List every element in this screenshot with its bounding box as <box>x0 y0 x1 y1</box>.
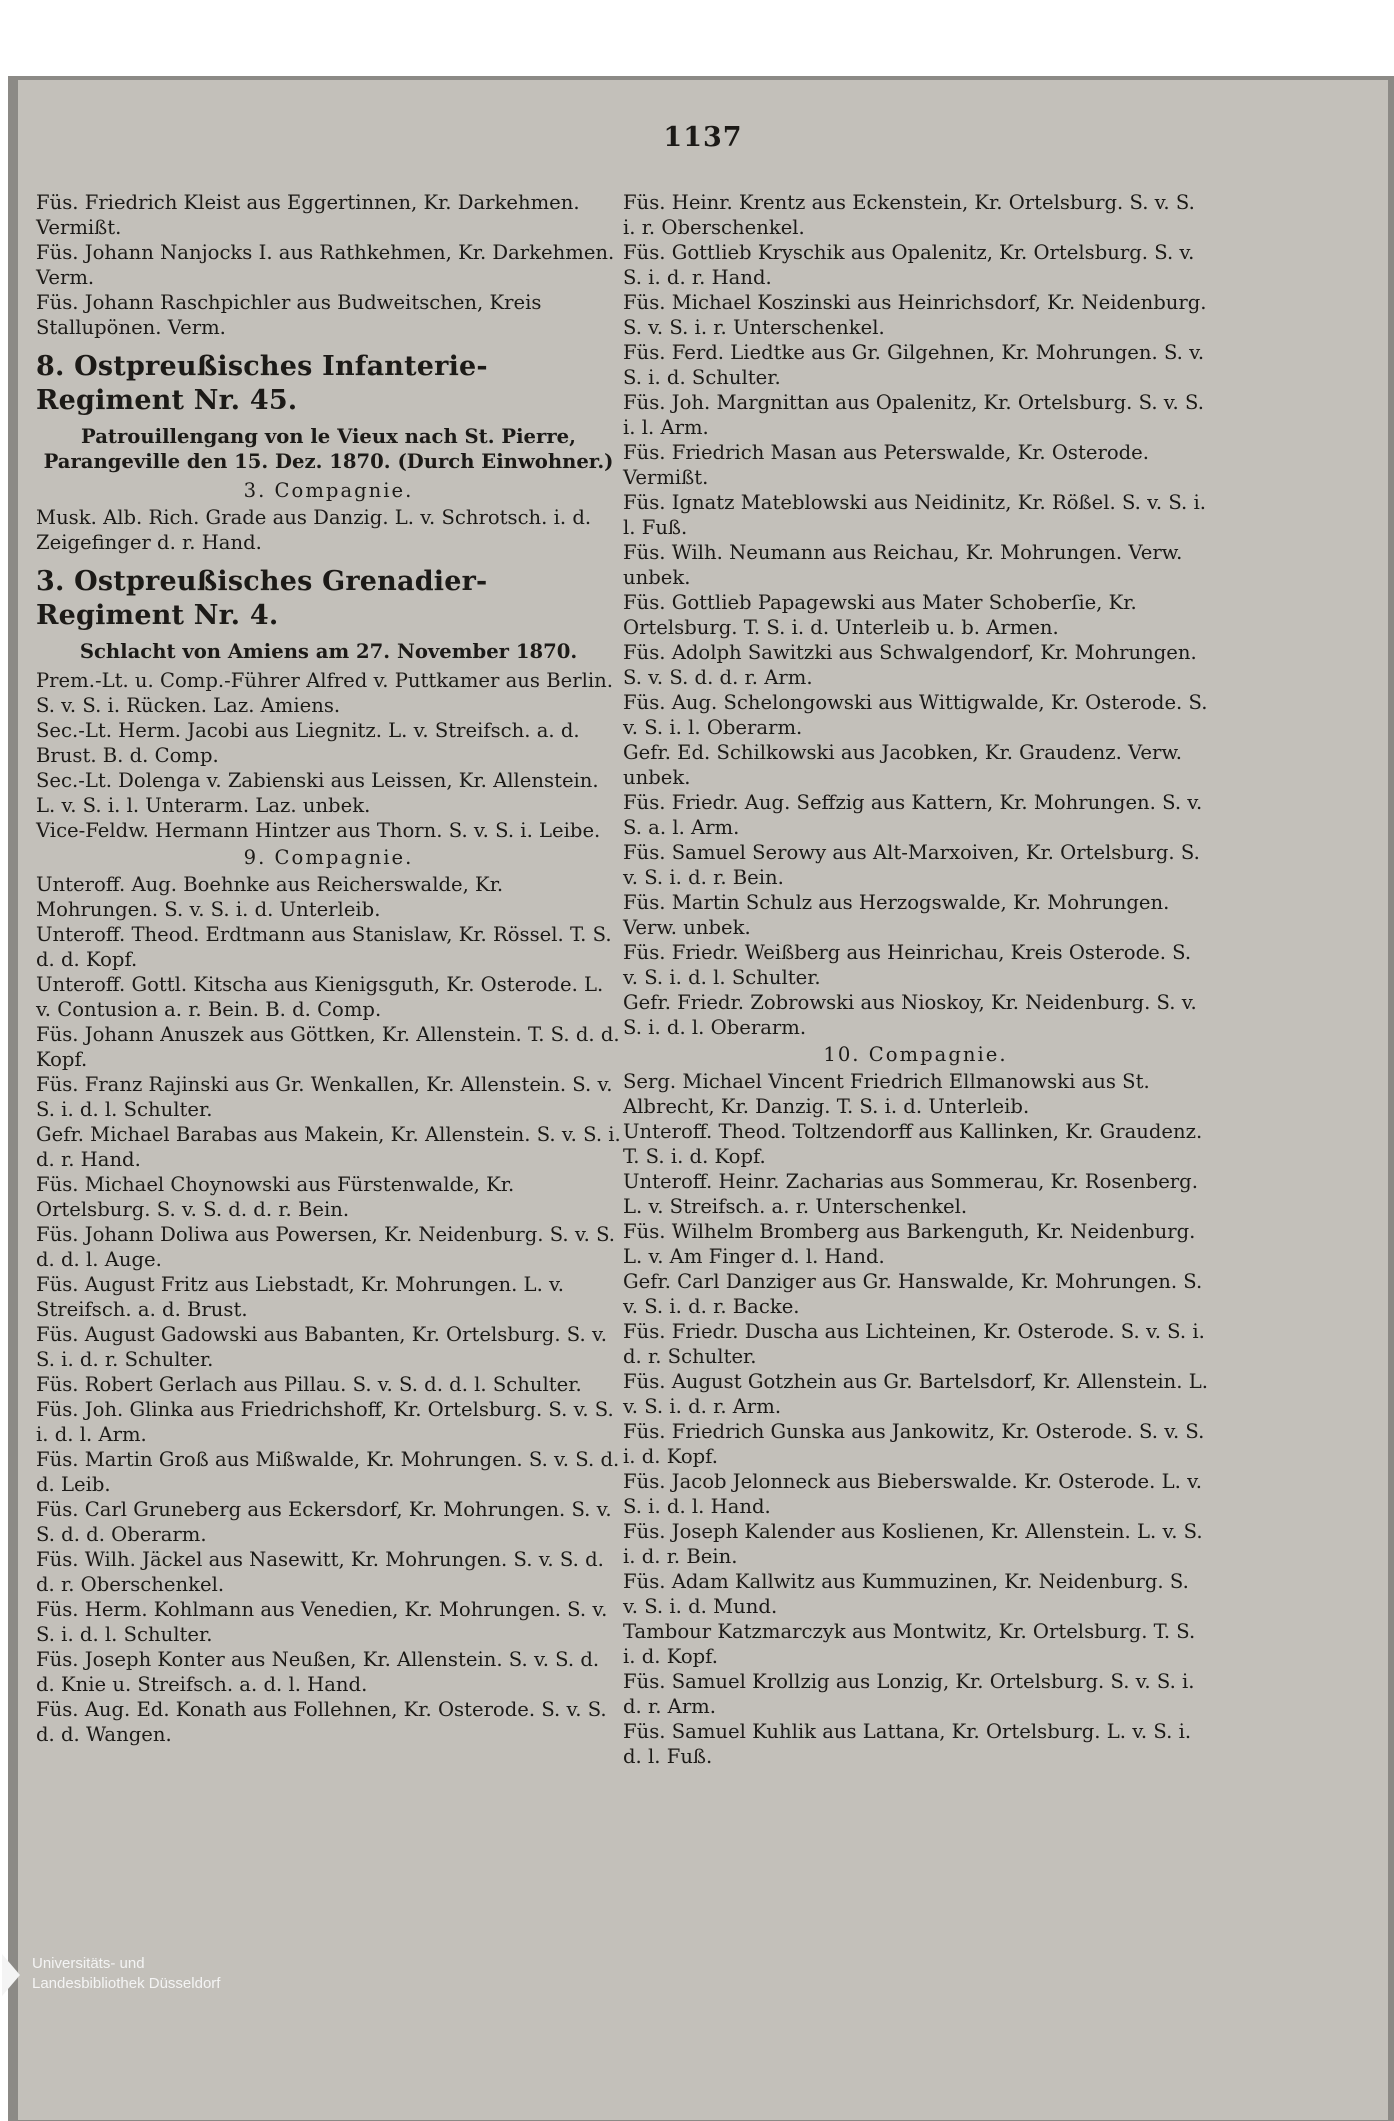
casualty-entry: Gefr. Carl Danziger aus Gr. Hanswalde, Kr. Mohrungen. S. v. S. i. d. r. Backe. <box>623 1270 1203 1318</box>
casualty-entry: Füs. Friedrich Gunska aus Jankowitz, Kr. Osterode. S. v. S. i. d. Kopf. <box>623 1420 1205 1468</box>
casualty-entry: Füs. August Gadowski aus Babanten, Kr. Ortelsburg. S. v. S. i. d. r. Schulter. <box>36 1323 607 1371</box>
casualty-entry: Unteroff. Heinr. Zacharias aus Sommerau, Kr. Rosenberg. L. v. Streifsch. a. r. Unterschenkel. <box>623 1170 1198 1218</box>
left-column <box>36 190 621 1747</box>
library-logo-icon <box>0 1952 22 1998</box>
casualty-entry: Füs. Johann Nanjocks I. aus Rathkehmen, Kr. Darkehmen. Verm. <box>36 241 615 289</box>
casualty-entry: Füs. Ignatz Mateblowski aus Neidinitz, Kr. Rößel. S. v. S. i. l. Fuß. <box>623 491 1207 539</box>
page-number: 1137 <box>663 122 743 153</box>
casualty-entry: Sec.-Lt. Herm. Jacobi aus Liegnitz. L. v. Streifsch. a. d. Brust. B. d. Comp. <box>36 719 580 767</box>
casualty-entry: Füs. Gottlieb Papagewski aus Mater Schoberſie, Kr. Ortelsburg. T. S. i. d. Unterleib u. b. Armen. <box>623 591 1137 639</box>
casualty-entry: Füs. August Fritz aus Liebstadt, Kr. Mohrungen. L. v. Streifsch. a. d. Brust. <box>36 1273 564 1321</box>
casualty-entry: Füs. Friedr. Weißberg aus Heinrichau, Kreis Osterode. S. v. S. i. d. l. Schulter. <box>623 941 1192 989</box>
battle-heading: Patrouillengang von le Vieux nach St. Pierre, Parangeville den 15. Dez. 1870. (Durch Einwohner.) <box>43 425 614 473</box>
library-logo-line1: Universitäts- und <box>32 1955 145 1972</box>
library-logo-text <box>32 1954 220 1994</box>
casualty-entry: Füs. Jacob Jelonneck aus Bieberswalde. Kr. Osterode. L. v. S. i. d. l. Hand. <box>623 1470 1203 1518</box>
casualty-entry: Füs. Aug. Schelongowski aus Wittigwalde, Kr. Osterode. S. v. S. i. l. Oberarm. <box>623 691 1208 739</box>
regiment-heading: 3. Ostpreußisches Grenadier-Regiment Nr. 4. <box>36 566 488 631</box>
casualty-entry: Füs. Martin Groß aus Mißwalde, Kr. Mohrungen. S. v. S. d. d. Leib. <box>36 1448 620 1496</box>
casualty-entry: Füs. Michael Choynowski aus Fürstenwalde, Kr. Ortelsburg. S. v. S. d. d. r. Bein. <box>36 1173 515 1221</box>
casualty-entry: Füs. Heinr. Krentz aus Eckenstein, Kr. Ortelsburg. S. v. S. i. r. Oberschenkel. <box>623 191 1195 239</box>
right-column <box>623 190 1208 1769</box>
company-heading: 3. Compagnie. <box>243 479 414 502</box>
casualty-entry: Füs. Adolph Sawitzki aus Schwalgendorf, Kr. Mohrungen. S. v. S. d. d. r. Arm. <box>623 641 1197 689</box>
casualty-entry: Tambour Katzmarczyk aus Montwitz, Kr. Ortelsburg. T. S. i. d. Kopf. <box>623 1620 1196 1668</box>
battle-heading: Schlacht von Amiens am 27. November 1870. <box>79 640 578 663</box>
casualty-entry: Füs. Gottlieb Kryschik aus Opalenitz, Kr. Ortelsburg. S. v. S. i. d. r. Hand. <box>623 241 1195 289</box>
casualty-entry: Füs. August Gotzhein aus Gr. Bartelsdorf, Kr. Allenstein. L. v. S. i. d. r. Arm. <box>623 1370 1208 1418</box>
regiment-heading: 8. Ostpreußisches Infanterie-Regiment Nr. 45. <box>36 351 488 416</box>
company-heading: 10. Compagnie. <box>823 1043 1008 1066</box>
page-paper <box>18 80 1388 2120</box>
casualty-entry: Musk. Alb. Rich. Grade aus Danzig. L. v. Schrotsch. i. d. Zeigefinger d. r. Hand. <box>36 506 592 554</box>
casualty-entry: Gefr. Michael Barabas aus Makein, Kr. Allenstein. S. v. S. i. d. r. Hand. <box>36 1123 621 1171</box>
casualty-entry: Serg. Michael Vincent Friedrich Ellmanowski aus St. Albrecht, Kr. Danzig. T. S. i. d. Unterleib. <box>623 1070 1150 1118</box>
casualty-entry: Füs. Joh. Glinka aus Friedrichshoff, Kr. Ortelsburg. S. v. S. i. d. l. Arm. <box>36 1398 614 1446</box>
casualty-entry: Füs. Joseph Konter aus Neußen, Kr. Allenstein. S. v. S. d. d. Knie u. Streifsch. a. d. l. Hand. <box>36 1648 600 1696</box>
library-logo <box>0 1946 260 2006</box>
casualty-entry: Füs. Wilhelm Bromberg aus Barkenguth, Kr. Neidenburg. L. v. Am Finger d. l. Hand. <box>623 1220 1196 1268</box>
casualty-entry: Füs. Martin Schulz aus Herzogswalde, Kr. Mohrungen. Verw. unbek. <box>623 891 1170 939</box>
casualty-entry: Gefr. Ed. Schilkowski aus Jacobken, Kr. Graudenz. Verw. unbek. <box>623 741 1183 789</box>
casualty-entry: Vice-Feldw. Hermann Hintzer aus Thorn. S. v. S. i. Leibe. <box>36 819 601 842</box>
casualty-entry: Füs. Michael Koszinski aus Heinrichsdorf, Kr. Neidenburg. S. v. S. i. r. Unterschenkel. <box>623 291 1207 339</box>
casualty-entry: Füs. Adam Kallwitz aus Kummuzinen, Kr. Neidenburg. S. v. S. i. d. Mund. <box>623 1570 1189 1618</box>
casualty-entry: Unteroff. Theod. Toltzendorff aus Kallinken, Kr. Graudenz. T. S. i. d. Kopf. <box>623 1120 1203 1168</box>
casualty-entry: Füs. Joseph Kalender aus Koslienen, Kr. Allenstein. L. v. S. i. d. r. Bein. <box>623 1520 1203 1568</box>
casualty-entry: Prem.-Lt. u. Comp.-Führer Alfred v. Puttkamer aus Berlin. S. v. S. i. Rücken. Laz. Amiens. <box>36 669 613 717</box>
casualty-entry: Füs. Friedrich Kleist aus Eggertinnen, Kr. Darkehmen. Vermißt. <box>36 191 580 239</box>
casualty-entry: Füs. Wilh. Neumann aus Reichau, Kr. Mohrungen. Verw. unbek. <box>623 541 1183 589</box>
casualty-entry: Füs. Johann Doliwa aus Powersen, Kr. Neidenburg. S. v. S. d. d. l. Auge. <box>36 1223 616 1271</box>
casualty-entry: Füs. Friedr. Duscha aus Lichteinen, Kr. Osterode. S. v. S. i. d. r. Schulter. <box>623 1320 1205 1368</box>
casualty-entry: Unteroff. Theod. Erdtmann aus Stanislaw, Kr. Rössel. T. S. d. d. Kopf. <box>36 923 612 971</box>
casualty-entry: Füs. Ferd. Liedtke aus Gr. Gilgehnen, Kr. Mohrungen. S. v. S. i. d. Schulter. <box>623 341 1205 389</box>
company-heading: 9. Compagnie. <box>243 846 414 869</box>
casualty-entry: Unteroff. Aug. Boehnke aus Reicherswalde, Kr. Mohrungen. S. v. S. i. d. Unterleib. <box>36 873 504 921</box>
casualty-entry: Füs. Wilh. Jäckel aus Nasewitt, Kr. Mohrungen. S. v. S. d. d. r. Oberschenkel. <box>36 1548 604 1596</box>
casualty-entry: Füs. Friedrich Masan aus Peterswalde, Kr. Osterode. Vermißt. <box>623 441 1149 489</box>
casualty-entry: Sec.-Lt. Dolenga v. Zabienski aus Leissen, Kr. Allenstein. L. v. S. i. l. Unterarm. Laz. unbek. <box>36 769 599 817</box>
casualty-entry: Füs. Joh. Margnittan aus Opalenitz, Kr. Ortelsburg. S. v. S. i. l. Arm. <box>623 391 1204 439</box>
scan-background <box>8 76 1394 2121</box>
library-logo-line2: Landesbibliothek Düsseldorf <box>32 1975 221 1992</box>
casualty-entry: Füs. Johann Raschpichler aus Budweitschen, Kreis Stallupönen. Verm. <box>36 291 542 339</box>
casualty-entry: Füs. Samuel Kuhlik aus Lattana, Kr. Ortelsburg. L. v. S. i. d. l. Fuß. <box>623 1720 1192 1768</box>
casualty-entry: Füs. Samuel Serowy aus Alt-Marxoiven, Kr. Ortelsburg. S. v. S. i. d. r. Bein. <box>623 841 1200 889</box>
casualty-entry: Füs. Friedr. Aug. Seffzig aus Kattern, Kr. Mohrungen. S. v. S. a. l. Arm. <box>623 791 1203 839</box>
casualty-entry: Füs. Johann Anuszek aus Göttken, Kr. Allenstein. T. S. d. d. Kopf. <box>36 1023 620 1071</box>
casualty-entry: Füs. Carl Gruneberg aus Eckersdorf, Kr. Mohrungen. S. v. S. d. d. Oberarm. <box>36 1498 612 1546</box>
casualty-entry: Füs. Herm. Kohlmann aus Venedien, Kr. Mohrungen. S. v. S. i. d. l. Schulter. <box>36 1598 608 1646</box>
casualty-entry: Gefr. Friedr. Zobrowski aus Nioskoy, Kr. Neidenburg. S. v. S. i. d. l. Oberarm. <box>623 991 1197 1039</box>
casualty-entry: Unteroff. Gottl. Kitscha aus Kienigsguth, Kr. Osterode. L. v. Contusion a. r. Bein. B. d. Comp. <box>36 973 604 1021</box>
casualty-entry: Füs. Robert Gerlach aus Pillau. S. v. S. d. d. l. Schulter. <box>36 1373 582 1396</box>
casualty-entry: Füs. Aug. Ed. Konath aus Follehnen, Kr. Osterode. S. v. S. d. d. Wangen. <box>36 1698 607 1746</box>
casualty-entry: Füs. Samuel Krollzig aus Lonzig, Kr. Ortelsburg. S. v. S. i. d. r. Arm. <box>623 1670 1195 1718</box>
casualty-entry: Füs. Franz Rajinski aus Gr. Wenkallen, Kr. Allenstein. S. v. S. i. d. l. Schulter. <box>36 1073 613 1121</box>
